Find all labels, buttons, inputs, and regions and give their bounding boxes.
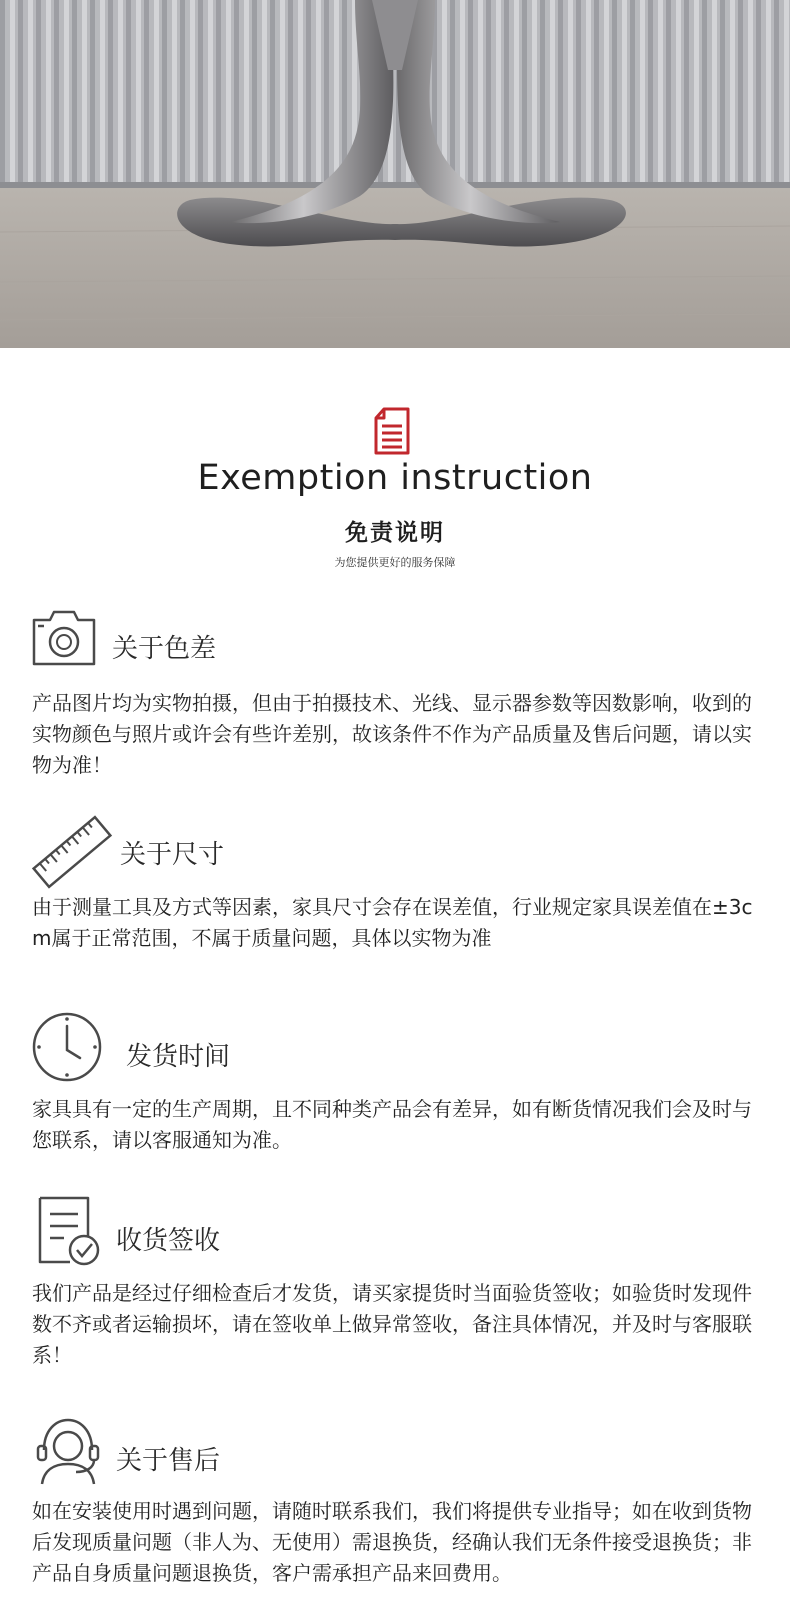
ruler-icon <box>30 814 114 894</box>
product-photo <box>0 0 790 354</box>
support-agent-icon <box>30 1416 106 1490</box>
section-title: 发货时间 <box>126 1042 231 1072</box>
section-body: 我们产品是经过仔细检查后才发货，请买家提货时当面验货签收；如验货时发现件数不齐或者运输损坏，请在签收单上做异常签收，备注具体情况，并及时与客服联系！ <box>32 1281 752 1367</box>
title-chinese: 免责说明 <box>345 519 445 546</box>
section-body: 产品图片均为实物拍摄，但由于拍摄技术、光线、显示器参数等因数影响，收到的实物颜色与照片或许会有些许差别，故该条件不作为产品质量及售后问题，请以实物为准！ <box>32 691 752 777</box>
section-body: 如在安装使用时遇到问题，请随时联系我们，我们将提供专业指导；如在收到货物后发现质量问题（非人为、无使用）需退换货，经确认我们无条件接受退换货；非产品自身质量问题退换货，客户需承担产品来回费用。 <box>32 1499 752 1585</box>
section-title: 收货签收 <box>116 1226 221 1256</box>
section-body: 由于测量工具及方式等因素，家具尺寸会存在误差值，行业规定家具误差值在±3cm属于正常范围，不属于质量问题，具体以实物为准 <box>32 895 753 950</box>
title-english: Exemption instruction <box>197 458 593 498</box>
clock-icon <box>30 1010 104 1088</box>
section-title: 关于色差 <box>112 634 217 664</box>
page-header <box>0 354 790 604</box>
section-title: 关于售后 <box>116 1446 221 1476</box>
section-title: 关于尺寸 <box>120 840 225 870</box>
receipt-check-icon <box>32 1194 102 1272</box>
section-body: 家具具有一定的生产周期，且不同种类产品会有差异，如有断货情况我们会及时与您联系，请以客服通知为准。 <box>32 1097 752 1152</box>
document-icon <box>370 406 416 456</box>
subtitle: 为您提供更好的服务保障 <box>334 556 456 569</box>
camera-icon <box>30 606 98 674</box>
